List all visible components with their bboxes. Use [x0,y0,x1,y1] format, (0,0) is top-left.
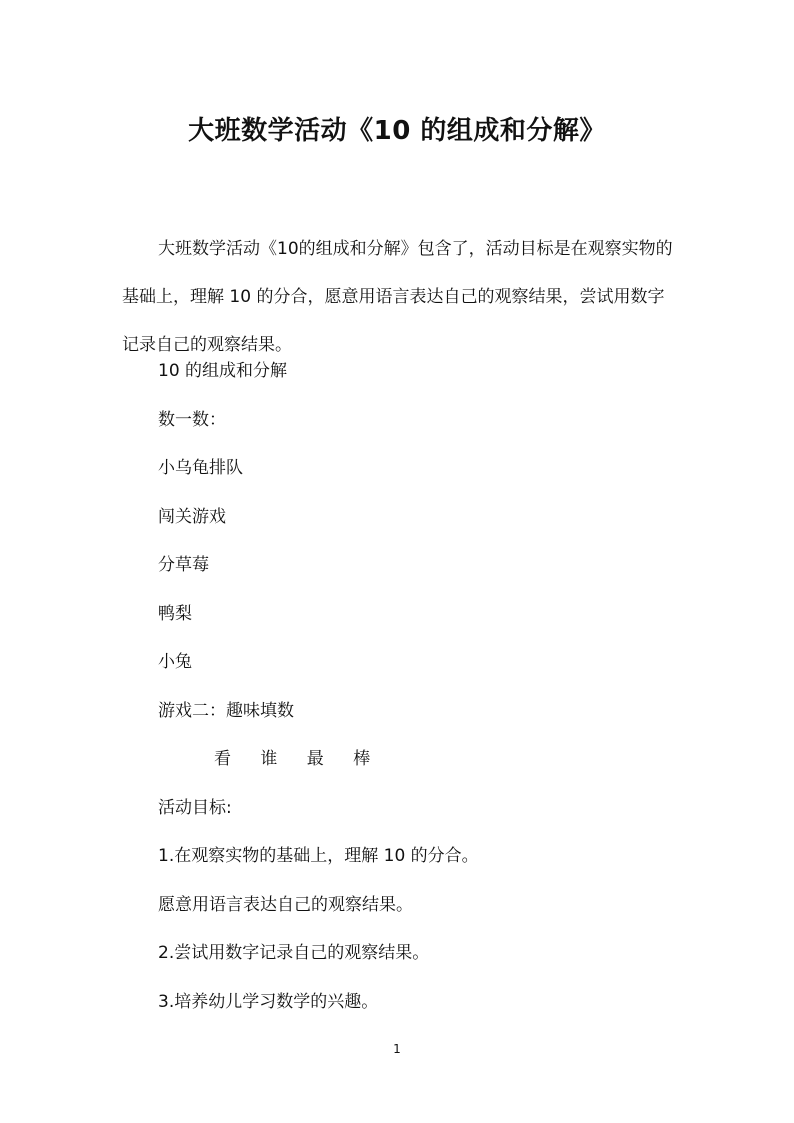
line-strawberries: 分草莓 [158,555,209,575]
line-goal-1b: 愿意用语言表达自己的观察结果。 [158,894,413,915]
content-lines [158,347,479,1026]
line-who-is-best: 看 谁 最 棒 [214,749,373,769]
line-goal-1: 1.在观察实物的基础上，理解 10 的分合。 [158,846,479,866]
document-title: 大班数学活动《10 的组成和分解》 [188,116,606,147]
line-rabbit: 小兔 [158,652,192,672]
line-game-two: 游戏二：趣味填数 [158,700,294,721]
line-level-game: 闯关游戏 [158,506,226,527]
line-goal-3: 3.培养幼儿学习数学的兴趣。 [158,991,379,1012]
line-count: 数一数： [158,409,226,430]
intro-paragraph: 大班数学活动《10的组成和分解》包含了，活动目标是在观察实物的基础上，理解 10 的分合，愿意用语言表达自己的观察结果，尝试用数字记录自己的观察结果。 [122,239,673,355]
line-turtle-queue: 小乌龟排队 [158,458,243,478]
line-goal-2: 2.尝试用数字记录自己的观察结果。 [158,943,430,963]
page-number: 1 [393,1042,401,1056]
line-goals-heading: 活动目标: [158,797,232,818]
line-pear: 鸭梨 [158,603,192,624]
line-10-composition: 10 的组成和分解 [158,361,288,381]
